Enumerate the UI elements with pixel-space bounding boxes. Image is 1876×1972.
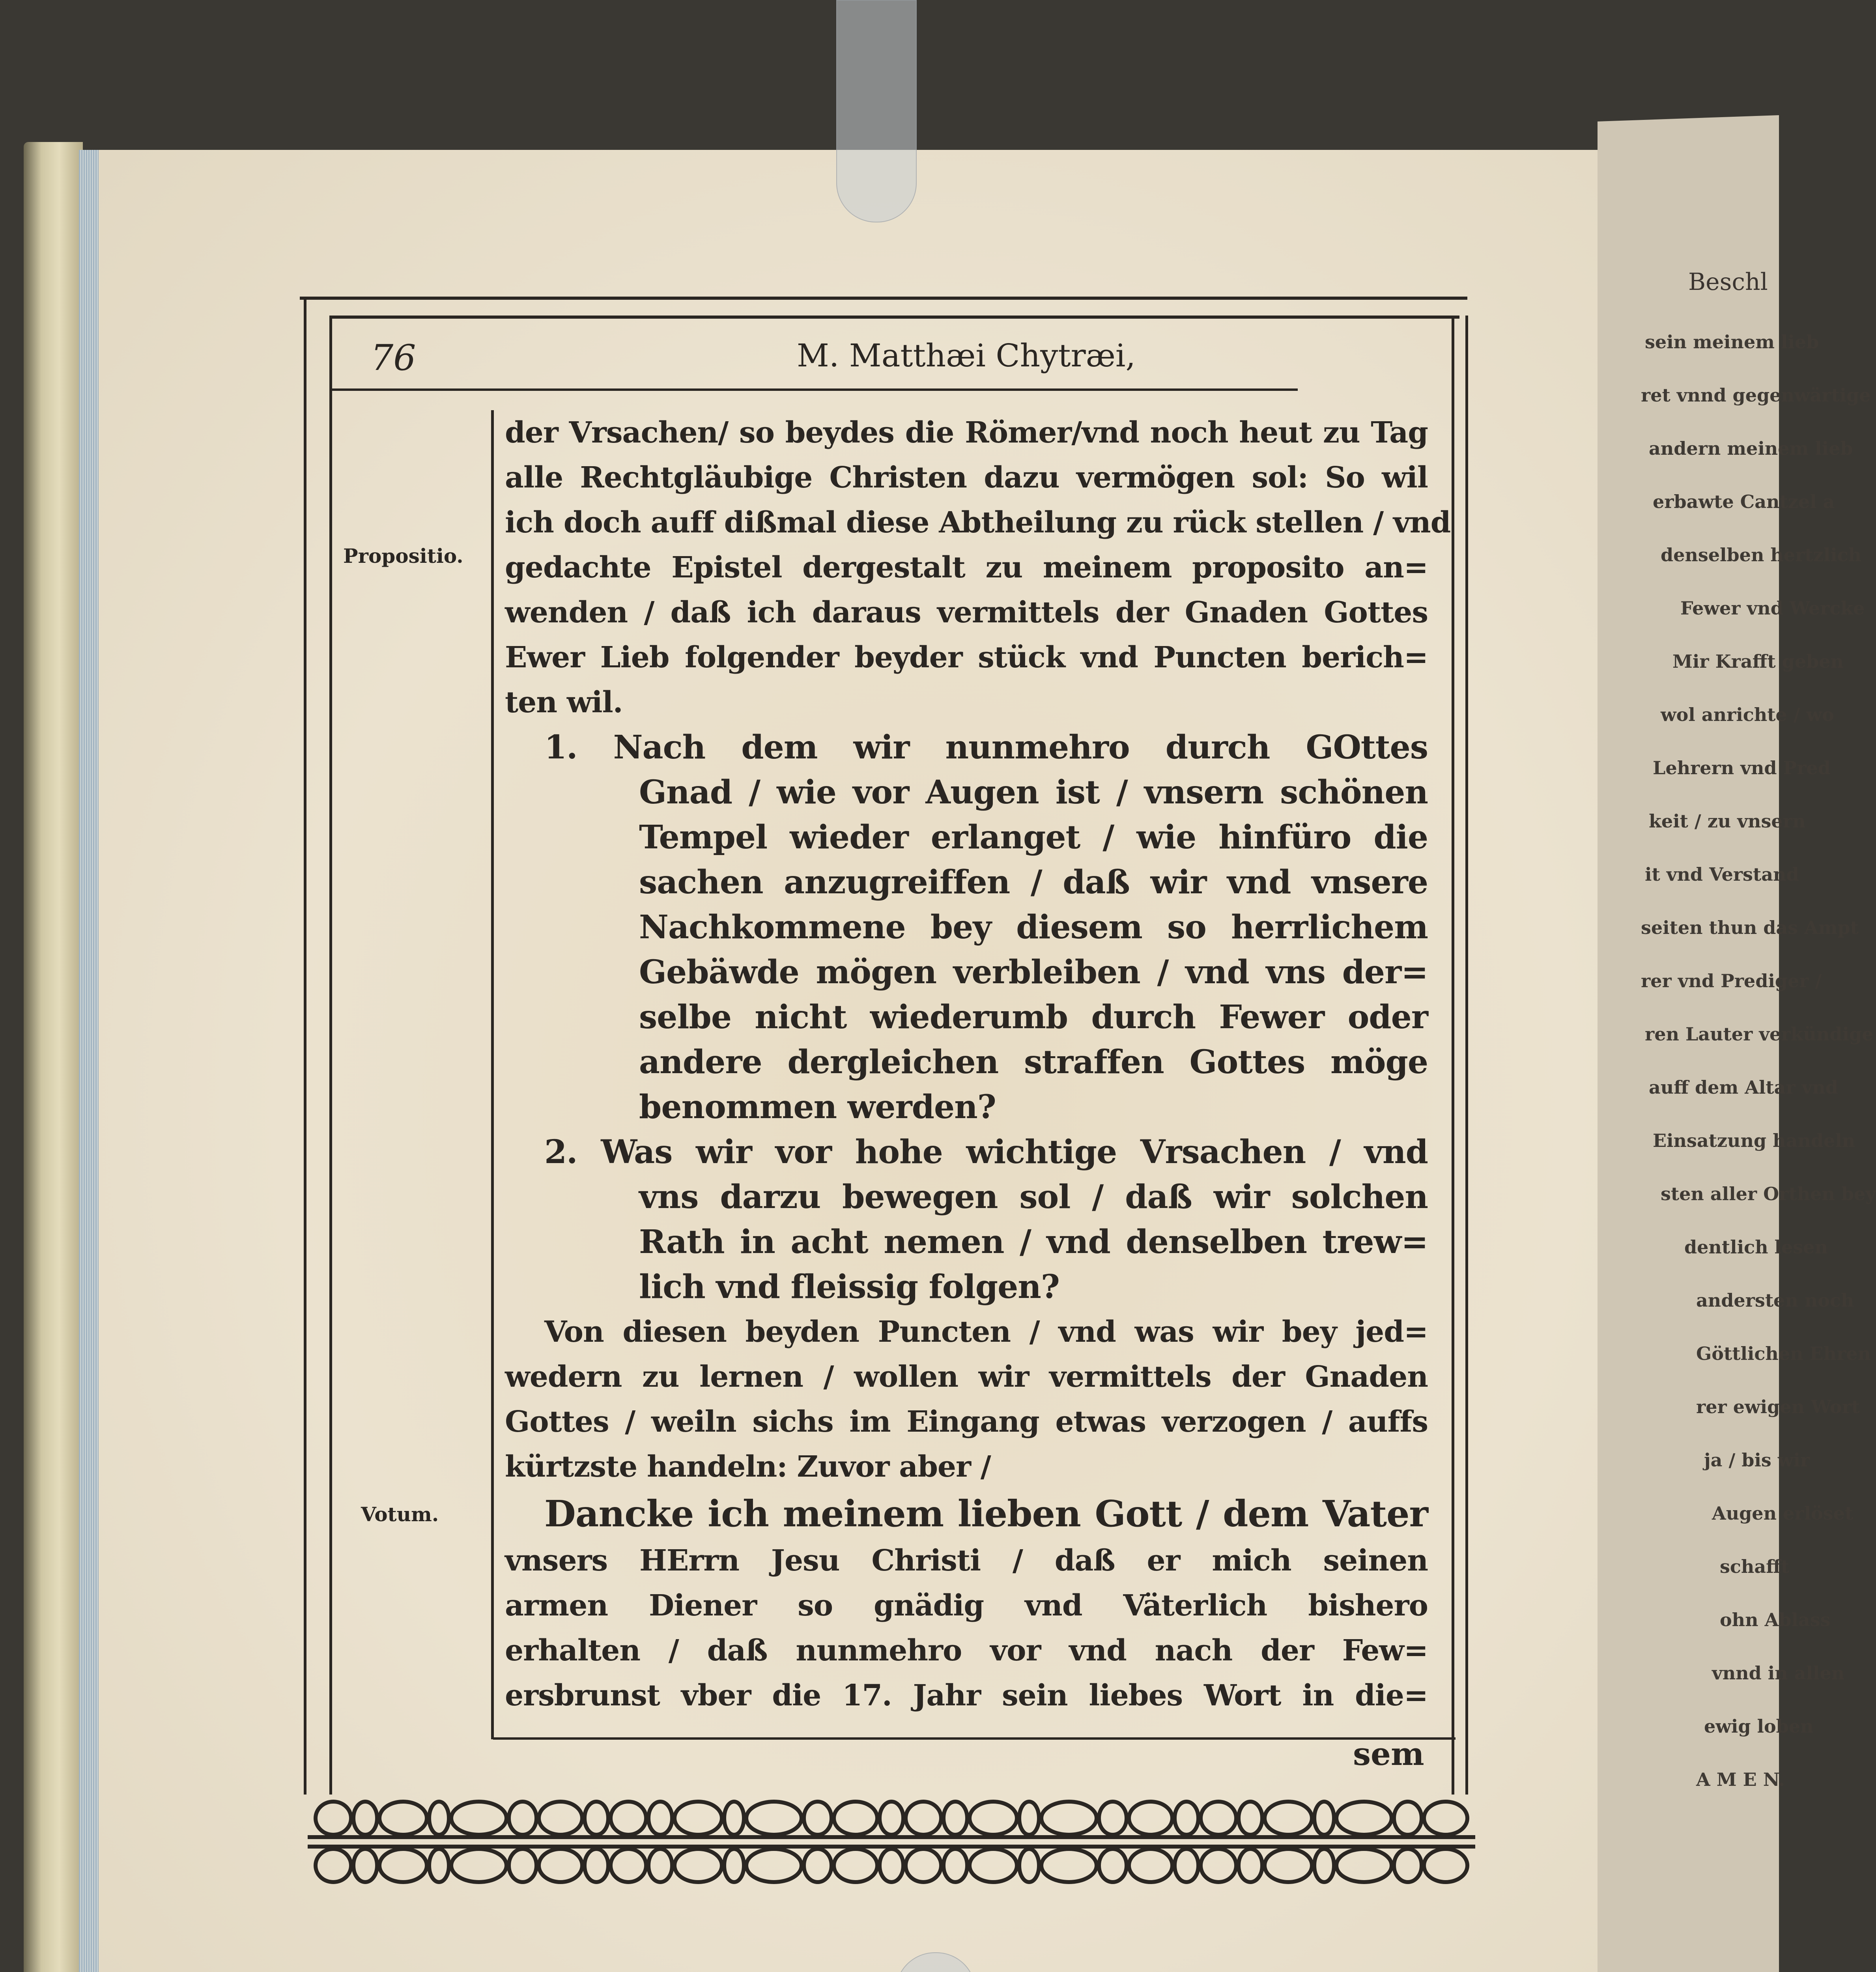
- catchword: sem: [1353, 1735, 1424, 1772]
- text-line: wenden / daß ich daraus vermittels der Gnaden Gottes: [505, 596, 1428, 629]
- ornament-link: [724, 1802, 744, 1835]
- ornament-link: [906, 1802, 941, 1835]
- frame-right-inner-line: [1452, 316, 1454, 1795]
- frame-left-inner-line: [329, 316, 332, 1795]
- ornament-link: [944, 1849, 967, 1882]
- right-page-line: schafft: [1720, 1556, 1790, 1577]
- ornament-link: [1019, 1802, 1039, 1835]
- book-spine-edge: [24, 142, 83, 1972]
- text-line: benommen werden?: [639, 1088, 996, 1126]
- right-page-line: rer vnd Prediger /: [1641, 970, 1822, 992]
- ornament-link: [880, 1849, 903, 1882]
- frame-right-outer-line: [1465, 316, 1468, 1795]
- ornament-link: [944, 1802, 967, 1835]
- ornament-link: [724, 1849, 744, 1882]
- ornament-link: [451, 1849, 506, 1882]
- text-line: ersbrunst vber die 17. Jahr sein liebes Wort in die=: [505, 1679, 1428, 1712]
- body-text: [505, 410, 1451, 1718]
- right-page-line: denselben hertzlich: [1661, 544, 1862, 566]
- text-line: der Vrsachen/ so beydes die Römer/vnd noch heut zu Tag: [505, 416, 1428, 450]
- ornament-link: [746, 1802, 802, 1835]
- text-line: Gottes / weiln sichs im Eingang etwas verzogen / auffs: [505, 1405, 1428, 1439]
- right-page-line: ja / bis wir: [1704, 1449, 1810, 1471]
- frame-left-outer-line: [304, 300, 306, 1795]
- right-page-line: ren Lauter verkündige: [1645, 1023, 1874, 1045]
- margin-column-line: [491, 410, 494, 1739]
- margin-note-votum: Votum.: [361, 1503, 439, 1526]
- running-head: M. Matthæi Chytræi,: [797, 337, 1136, 374]
- ornament-link: [1175, 1849, 1198, 1882]
- page-number: 76: [371, 337, 416, 379]
- ornament-link: [834, 1802, 877, 1835]
- ornament-link: [970, 1802, 1017, 1835]
- ornament-link: [1239, 1849, 1262, 1882]
- right-page-line: Lehrern vnd Pred: [1653, 757, 1831, 779]
- ornament-link: [379, 1849, 427, 1882]
- right-page-line: rer ewigen Wort: [1696, 1396, 1860, 1417]
- text-line: Tempel wieder erlanget / wie hinfüro die: [639, 818, 1428, 856]
- ornament-link: [648, 1802, 672, 1835]
- ornament-link: [611, 1849, 646, 1882]
- ornament-link: [429, 1802, 449, 1835]
- ornament-link: [1129, 1802, 1172, 1835]
- text-line: Rath in acht nemen / vnd denselben trew=: [639, 1223, 1428, 1261]
- right-page-line: Mir Krafft geben: [1672, 651, 1844, 672]
- margin-note-propositio: Propositio.: [343, 544, 463, 568]
- right-page-line: Fewer vnd Wercke: [1680, 598, 1865, 619]
- right-page-line: sten aller Orthen bey: [1661, 1183, 1876, 1204]
- ornament-link: [880, 1802, 903, 1835]
- ornament-link: [353, 1849, 377, 1882]
- ornament-link: [539, 1849, 582, 1882]
- header-underline-rule: [331, 388, 1298, 391]
- frame-top-outer-rule: [300, 297, 1467, 300]
- text-line: vns darzu bewegen sol / daß wir solchen: [639, 1178, 1428, 1216]
- ornament-link: [1424, 1849, 1467, 1882]
- ornament-link: [648, 1849, 672, 1882]
- ornament-link: [1265, 1802, 1312, 1835]
- ornament-link: [316, 1802, 351, 1835]
- ornament-link: [1099, 1802, 1127, 1835]
- right-page-line: wol anrichte / wo: [1661, 704, 1834, 725]
- ornament-link: [1041, 1802, 1097, 1835]
- text-line: armen Diener so gnädig vnd Väterlich bishero: [505, 1589, 1428, 1623]
- text-line: sachen anzugreiffen / daß wir vnd vnsere: [639, 863, 1428, 901]
- text-line: gedachte Epistel dergestalt zu meinem proposito an=: [505, 551, 1428, 585]
- text-line: selbe nicht wiederumb durch Fewer oder: [639, 998, 1428, 1036]
- right-page-line: auff dem Altar vnd: [1649, 1077, 1838, 1098]
- ornament-link: [834, 1849, 877, 1882]
- ornament-link: [585, 1802, 608, 1835]
- right-page-line: vnnd in allen: [1712, 1662, 1845, 1684]
- right-page-line: andersten noch: [1696, 1290, 1854, 1311]
- ornament-link: [1129, 1849, 1172, 1882]
- text-line: ich doch auff dißmal diese Abtheilung zu rück stellen / vnd: [505, 506, 1451, 540]
- right-page-line: seiten thun das Ampt: [1641, 917, 1859, 938]
- ornament-link: [1175, 1802, 1198, 1835]
- ornament-link: [1394, 1802, 1422, 1835]
- text-line: Von diesen beyden Puncten / vnd was wir bey jed=: [544, 1315, 1428, 1349]
- text-line: 1. Nach dem wir nunmehro durch GOttes: [544, 728, 1428, 766]
- ornamental-border: [308, 1798, 1475, 1885]
- text-line: Dancke ich meinem lieben Gott / dem Vater: [544, 1492, 1428, 1535]
- ornament-link: [1314, 1802, 1334, 1835]
- right-page-line: ewig loben: [1704, 1716, 1814, 1737]
- right-page-line: sein meinem lieb: [1645, 331, 1819, 353]
- ornament-link: [746, 1849, 802, 1882]
- ornament-link: [585, 1849, 608, 1882]
- right-page-line: keit / zu vnsern: [1649, 810, 1806, 832]
- ornament-link: [1099, 1849, 1127, 1882]
- ornament-link: [675, 1802, 722, 1835]
- right-page-line: andern meinem lieb: [1649, 438, 1853, 459]
- right-page-line: erbawte Cantzel a: [1653, 491, 1835, 512]
- ornament-link: [1019, 1849, 1039, 1882]
- ornament-link: [1265, 1849, 1312, 1882]
- text-line: lich vnd fleissig folgen?: [639, 1268, 1059, 1306]
- text-line: alle Rechtgläubige Christen dazu vermögen sol: So wil: [505, 461, 1428, 495]
- ornament-link: [1041, 1849, 1097, 1882]
- book-clip-top: [836, 0, 917, 222]
- ornament-link: [611, 1802, 646, 1835]
- text-line: Gnad / wie vor Augen ist / vnsern schönen: [639, 773, 1428, 811]
- ornament-link: [1314, 1849, 1334, 1882]
- text-line: Gebäwde mögen verbleiben / vnd vns der=: [639, 953, 1428, 991]
- text-line: Ewer Lieb folgender beyder stück vnd Puncten berich=: [505, 641, 1428, 674]
- text-line: vnsers HErrn Jesu Christi / daß er mich seinen: [505, 1544, 1428, 1578]
- right-page-line: Einsatzung handeln: [1653, 1130, 1855, 1151]
- text-line: wedern zu lernen / wollen wir vermittels der Gnaden: [505, 1360, 1428, 1394]
- ornament-link: [1201, 1802, 1236, 1835]
- ornament-link: [429, 1849, 449, 1882]
- ornament-link: [539, 1802, 582, 1835]
- right-page-line: Göttlichen Ehren: [1696, 1343, 1871, 1364]
- ornament-link: [1239, 1802, 1262, 1835]
- text-bottom-rule: [493, 1737, 1456, 1740]
- ornament-link: [906, 1849, 941, 1882]
- right-page-line: ret vnnd gegenwärtige: [1641, 385, 1871, 406]
- right-page-line: A M E N.: [1696, 1769, 1785, 1790]
- right-page-running-head: Beschl: [1688, 268, 1768, 296]
- ornament-link: [379, 1802, 427, 1835]
- ornament-link: [1424, 1802, 1467, 1835]
- ornament-link: [1336, 1802, 1392, 1835]
- right-page-line: Augen erlöset: [1712, 1503, 1854, 1524]
- text-line: erhalten / daß nunmehro vor vnd nach der Few=: [505, 1634, 1428, 1668]
- text-line: Nachkommene bey diesem so herrlichem: [639, 908, 1428, 946]
- right-page-line: it vnd Verstand: [1645, 864, 1799, 885]
- ornament-link: [675, 1849, 722, 1882]
- text-line: andere dergleichen straffen Gottes möge: [639, 1043, 1428, 1081]
- text-line: 2. Was wir vor hohe wichtige Vrsachen / vnd: [544, 1133, 1428, 1171]
- ornament-link: [509, 1849, 536, 1882]
- text-line: kürtzste handeln: Zuvor aber /: [505, 1450, 991, 1484]
- ornament-link: [1201, 1849, 1236, 1882]
- ornament-link: [1394, 1849, 1422, 1882]
- ornament-link: [316, 1849, 351, 1882]
- frame-top-inner-rule: [331, 316, 1459, 319]
- ornament-link: [970, 1849, 1017, 1882]
- right-page-line: dentlich lesen: [1684, 1236, 1828, 1258]
- ornament-link: [451, 1802, 506, 1835]
- text-line: ten wil.: [505, 685, 623, 719]
- right-page-line: ohn Ablass: [1720, 1609, 1831, 1630]
- ornament-link: [1336, 1849, 1392, 1882]
- ornament-link: [804, 1802, 831, 1835]
- ornament-link: [804, 1849, 831, 1882]
- ornament-link: [509, 1802, 536, 1835]
- ornament-link: [353, 1802, 377, 1835]
